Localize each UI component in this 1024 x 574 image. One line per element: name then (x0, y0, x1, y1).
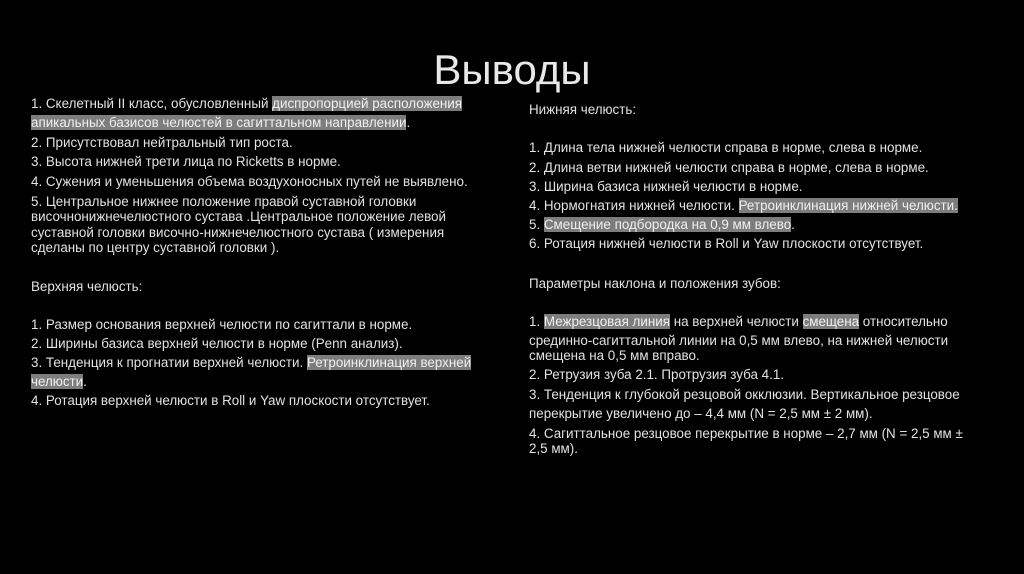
text: перекрытие увеличено до – 4,4 мм (N = 2,5 мм ± 2 мм). (529, 406, 873, 421)
slide-title: Выводы (433, 46, 591, 93)
text: 2. Длина ветви нижней челюсти справа в норме, слева в норме. (529, 160, 929, 175)
text: сделаны по центру суставной головки ). (31, 240, 280, 255)
right-column-line (529, 425, 963, 442)
right-column-line (529, 101, 636, 118)
text: . (83, 374, 87, 389)
left-column-line (31, 153, 341, 170)
highlighted-text: Межрезцовая линия (543, 314, 670, 329)
right-column-line (529, 216, 795, 233)
text: 5. (529, 217, 544, 232)
right-column-line (529, 275, 781, 292)
right-column-line (529, 366, 784, 383)
left-column-line (31, 335, 403, 352)
text: 1. (529, 314, 544, 329)
left-column-line (31, 373, 87, 390)
highlighted-text: апикальных базисов челюстей в сагиттальном направлении (31, 115, 407, 130)
highlighted-text: Смещение подбородка на 0,9 мм влево (543, 217, 792, 232)
text: 4. Ротация верхней челюсти в Roll и Yaw плоскости отсутствует. (31, 393, 430, 408)
text: 6. Ротация нижней челюсти в Roll и Yaw плоскости отсутствует. (529, 236, 924, 251)
highlighted-text: Ретроинклинация верхней (306, 355, 472, 370)
right-column-line (529, 313, 948, 330)
text: . (791, 217, 795, 232)
text: Нижняя челюсть: (529, 102, 637, 117)
text: 2. Ширины базиса верхней челюсти в норме (Penn анализ). (31, 336, 403, 351)
left-column-line (31, 316, 412, 333)
text: 4. Нормогнатия нижней челюсти. (529, 198, 739, 213)
text: 4. Сужения и уменьшения объема воздухоносных путей не выявлено. (31, 174, 468, 189)
text: 3. Ширина базиса нижней челюсти в норме. (529, 179, 803, 194)
highlighted-text: челюсти (31, 374, 84, 389)
right-column-line (529, 386, 960, 403)
right-column-line (529, 347, 700, 364)
highlighted-text: диспропорцией расположения (272, 96, 463, 111)
highlighted-text: смещена (802, 314, 860, 329)
left-column-line (31, 354, 471, 371)
left-column-line (31, 392, 430, 409)
right-column-line (529, 405, 873, 422)
left-column-line (31, 208, 446, 225)
left-column-line (31, 239, 279, 256)
text: 1. Размер основания верхней челюсти по сагиттали в норме. (31, 317, 413, 332)
left-column-line (31, 173, 468, 190)
text: срединно-сагиттальной линии на 0,5 мм влево, на нижней челюсти (529, 333, 949, 348)
text: смещена на 0,5 мм вправо. (529, 348, 700, 363)
left-column-line (31, 134, 293, 151)
right-column-line (529, 139, 922, 156)
text: 2. Ретрузия зуба 2.1. Протрузия зуба 4.1. (529, 367, 785, 382)
right-column-line (529, 440, 578, 457)
highlighted-text: Ретроинклинация нижней челюсти. (738, 198, 958, 213)
text: на верхней челюсти (669, 314, 803, 329)
text: . (406, 115, 411, 130)
text: 5. Центральное нижнее положение правой суставной головки (31, 194, 417, 209)
text: 3. Тенденция к глубокой резцовой окклюзии. Вертикальное резцовое (529, 387, 960, 402)
text: 2,5 мм). (529, 441, 578, 456)
text: Параметры наклона и положения зубов: (529, 276, 781, 291)
text: 1. Длина тела нижней челюсти справа в норме, слева в норме. (529, 140, 923, 155)
right-column-line (529, 197, 958, 214)
left-column-line (31, 114, 410, 131)
text: Верхняя челюсть: (31, 279, 143, 294)
left-column-line (31, 278, 142, 295)
right-column-line (529, 235, 923, 252)
text: суставной головки височно-нижнечелюстного сустава ( измерения (31, 225, 445, 240)
text: 3. Тенденция к прогнатии верхней челюсти. (31, 355, 307, 370)
text: 2. Присутствовал нейтральный тип роста. (31, 135, 293, 150)
text: 4. Сагиттальное резцовое перекрытие в норме – 2,7 мм (N = 2,5 мм ± (529, 426, 963, 441)
text: относительно (859, 314, 948, 329)
text: 3. Высота нижней трети лица по Ricketts в норме. (31, 154, 341, 169)
text: височнонижнечелюстного сустава .Центральное положение левой (31, 209, 446, 224)
right-column-line (529, 178, 803, 195)
left-column-line (31, 95, 462, 112)
right-column-line (529, 159, 929, 176)
text: 1. Скелетный II класс, обусловленный (31, 96, 273, 111)
